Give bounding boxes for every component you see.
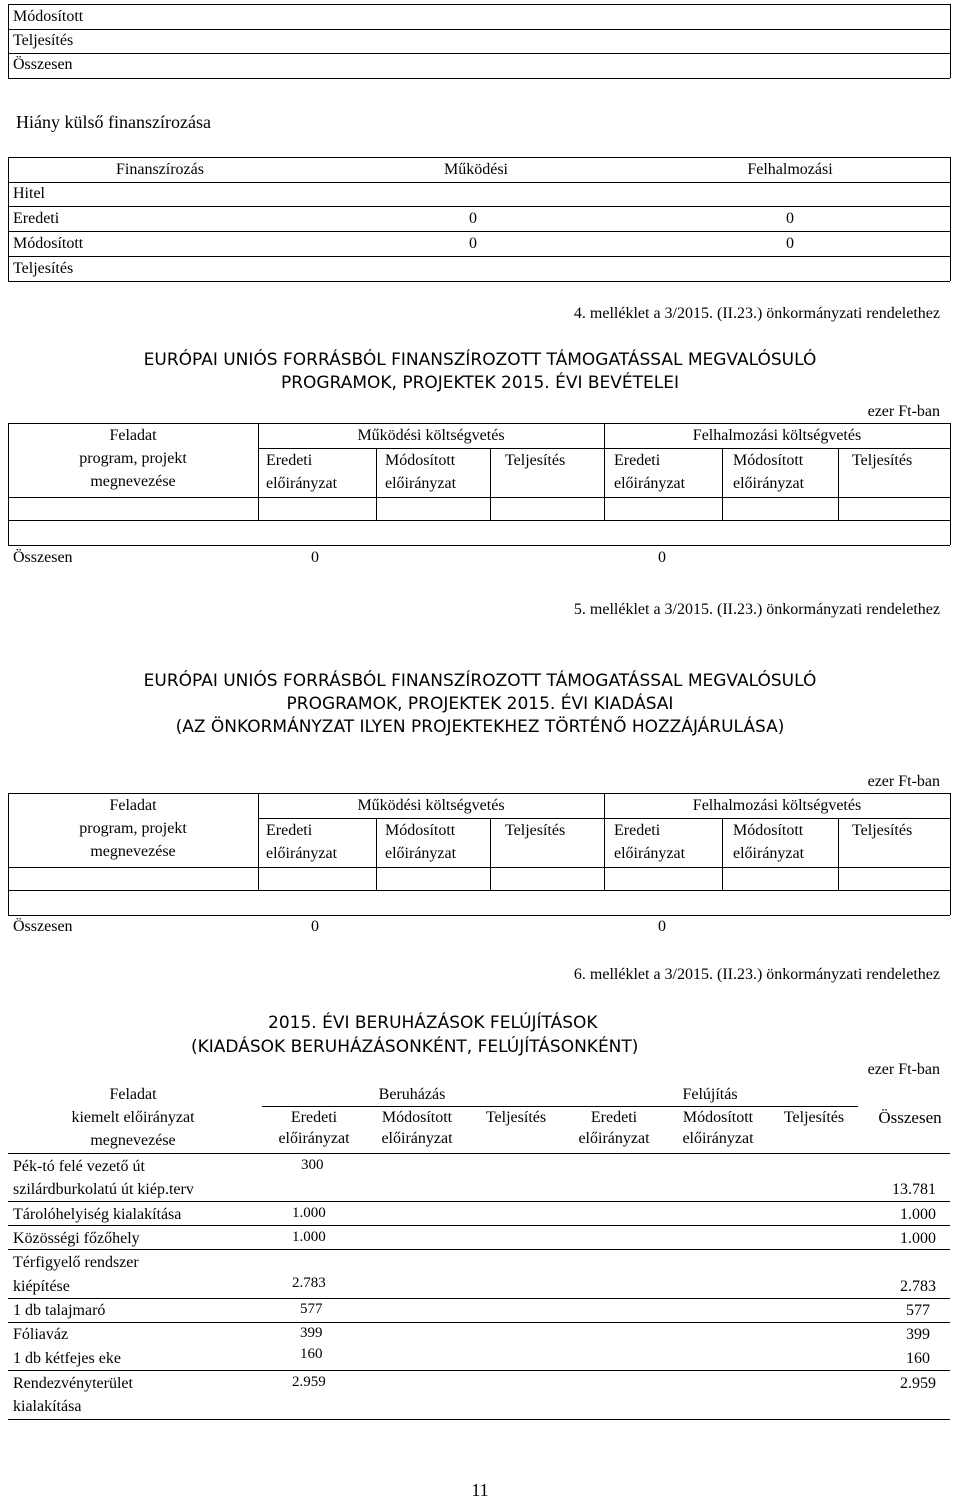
annex-title-line: PROGRAMOK, PROJEKTEK 2015. ÉVI BEVÉTELEI (280, 373, 680, 393)
header-modositott: Módosított (385, 452, 456, 469)
header-feladat: kiemelt előirányzat (71, 1109, 195, 1126)
section-title: Hiány külső finanszírozása (16, 112, 211, 132)
row-osszesen: 1.000 (900, 1230, 936, 1247)
row-name: 1 db talajmaró (13, 1302, 106, 1319)
header-feladat: Feladat (109, 797, 157, 814)
row-name: kiépítése (13, 1278, 70, 1295)
annex-title-line: EURÓPAI UNIÓS FORRÁSBÓL FINANSZÍROZOTT TÁMOGATÁSSAL MEGVALÓSULÓ (143, 350, 817, 370)
row-eredeti: 2.783 (292, 1275, 326, 1291)
total-value: 0 (658, 918, 666, 935)
header-modositott: Módosított (733, 822, 804, 839)
row-label: Teljesítés (13, 32, 74, 49)
header-teljesites: Teljesítés (505, 452, 566, 469)
row-name: Tárolóhelyiség kialakítása (13, 1206, 182, 1223)
header-teljesites: Teljesítés (852, 822, 913, 839)
row-label: Módosított (13, 235, 84, 252)
row-eredeti: 399 (300, 1325, 323, 1341)
header-modositott: előirányzat (385, 475, 457, 492)
row-name: 1 db kétfejes eke (13, 1350, 121, 1367)
row-osszesen: 399 (906, 1326, 930, 1343)
header-modositott: Módosított (385, 822, 456, 839)
row-eredeti: 160 (300, 1346, 323, 1362)
annex-title-line: (KIADÁSOK BERUHÁZÁSONKÉNT, FELÚJÍTÁSONKÉNT) (191, 1037, 639, 1057)
total-value: 0 (311, 918, 319, 935)
annex-title-line: 2015. ÉVI BERUHÁZÁSOK FELÚJÍTÁSOK (268, 1013, 598, 1033)
page-number: 11 (471, 1480, 489, 1500)
unit-label: ezer Ft-ban (867, 1061, 940, 1078)
row-label: Eredeti (13, 210, 60, 227)
header-eredeti: Eredeti (614, 452, 661, 469)
total-value: 0 (311, 549, 319, 566)
total-label: Összesen (13, 549, 73, 566)
header-eredeti: Eredeti (590, 1109, 638, 1126)
header-eredeti: Eredeti (290, 1109, 338, 1126)
row-label: Módosított (13, 8, 84, 25)
row-label: Hitel (13, 185, 45, 202)
row-name: Közösségi főzőhely (13, 1230, 140, 1247)
header-feladat: program, projekt (79, 450, 187, 467)
row-eredeti: 1.000 (292, 1229, 326, 1245)
row-name: Rendezvényterület (13, 1375, 133, 1392)
header-modositott: Módosított (733, 452, 804, 469)
cell-value: 0 (786, 210, 794, 227)
annex-reference: 5. melléklet a 3/2015. (II.23.) önkormányzati rendelethez (573, 601, 940, 618)
header-feladat: megnevezése (90, 1132, 176, 1149)
header-eredeti: Eredeti (266, 452, 313, 469)
column-header: Felhalmozási (747, 161, 833, 178)
annex-title-line: EURÓPAI UNIÓS FORRÁSBÓL FINANSZÍROZOTT TÁMOGATÁSSAL MEGVALÓSULÓ (143, 671, 817, 691)
annex-reference: 6. melléklet a 3/2015. (II.23.) önkormányzati rendelethez (573, 966, 940, 983)
row-osszesen: 2.783 (900, 1278, 936, 1295)
header-feladat: Feladat (109, 427, 157, 444)
total-value: 0 (658, 549, 666, 566)
header-feladat: Feladat (109, 1086, 157, 1103)
row-name: Térfigyelő rendszer (13, 1254, 139, 1271)
header-modositott: Módosított (381, 1109, 453, 1126)
header-eredeti: előirányzat (266, 845, 338, 862)
row-name: szilárdburkolatú út kiép.terv (13, 1181, 194, 1198)
row-osszesen: 577 (906, 1302, 930, 1319)
row-name: kialakítása (13, 1398, 82, 1415)
row-label: Teljesítés (13, 260, 74, 277)
header-teljesites: Teljesítés (852, 452, 913, 469)
row-osszesen: 13.781 (892, 1181, 936, 1198)
header-eredeti: előirányzat (278, 1130, 350, 1147)
header-modositott: Módosított (682, 1109, 754, 1126)
row-name: Fóliaváz (13, 1326, 69, 1343)
header-eredeti: előirányzat (614, 475, 686, 492)
header-eredeti: előirányzat (578, 1130, 650, 1147)
header-modositott: előirányzat (381, 1130, 453, 1147)
column-header: Működési (444, 161, 508, 178)
cell-value: 0 (469, 235, 477, 252)
header-teljesites: Teljesítés (505, 822, 566, 839)
header-beruhazas: Beruházás (378, 1086, 446, 1103)
row-eredeti: 1.000 (292, 1205, 326, 1221)
row-eredeti: 300 (301, 1157, 324, 1173)
header-teljesites: Teljesítés (783, 1109, 845, 1126)
header-felhalmozasi: Felhalmozási költségvetés (692, 427, 862, 444)
header-eredeti: Eredeti (266, 822, 313, 839)
header-mukodesi: Működési költségvetés (357, 427, 505, 444)
row-osszesen: 160 (906, 1350, 930, 1367)
cell-value: 0 (786, 235, 794, 252)
annex-title-line: PROGRAMOK, PROJEKTEK 2015. ÉVI KIADÁSAI (286, 694, 674, 714)
header-feladat: megnevezése (90, 843, 176, 860)
row-label: Összesen (13, 56, 73, 73)
row-eredeti: 2.959 (292, 1374, 326, 1390)
header-modositott: előirányzat (733, 845, 805, 862)
column-header: Finanszírozás (116, 161, 204, 178)
unit-label: ezer Ft-ban (867, 773, 940, 790)
header-modositott: előirányzat (682, 1130, 754, 1147)
annex-reference: 4. melléklet a 3/2015. (II.23.) önkormányzati rendelethez (573, 305, 940, 322)
header-eredeti: előirányzat (266, 475, 338, 492)
header-feladat: megnevezése (90, 473, 176, 490)
header-felujitas: Felújítás (682, 1086, 738, 1103)
row-osszesen: 2.959 (900, 1375, 936, 1392)
header-felhalmozasi: Felhalmozási költségvetés (692, 797, 862, 814)
header-feladat: program, projekt (79, 820, 187, 837)
header-eredeti: előirányzat (614, 845, 686, 862)
cell-value: 0 (469, 210, 477, 227)
header-teljesites: Teljesítés (485, 1109, 547, 1126)
unit-label: ezer Ft-ban (867, 403, 940, 420)
header-modositott: előirányzat (733, 475, 805, 492)
annex-title-line: (AZ ÖNKORMÁNYZAT ILYEN PROJEKTEKHEZ TÖRTÉNŐ HOZZÁJÁRULÁSA) (175, 717, 785, 737)
header-mukodesi: Működési költségvetés (357, 797, 505, 814)
row-name: Pék-tó felé vezető út (13, 1158, 145, 1175)
row-eredeti: 577 (300, 1301, 323, 1317)
header-osszesen: Összesen (878, 1108, 942, 1127)
total-label: Összesen (13, 918, 73, 935)
header-eredeti: Eredeti (614, 822, 661, 839)
row-osszesen: 1.000 (900, 1206, 936, 1223)
header-modositott: előirányzat (385, 845, 457, 862)
